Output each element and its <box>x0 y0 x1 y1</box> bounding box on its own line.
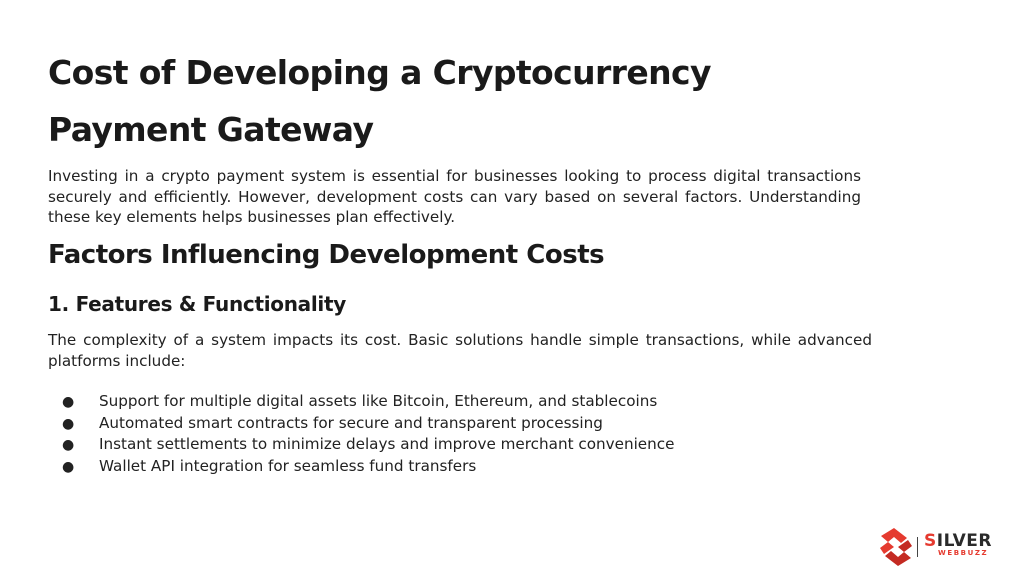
bullet-icon: ● <box>62 437 75 453</box>
bullet-icon: ● <box>62 394 75 410</box>
list-item <box>62 456 674 478</box>
silver-webbuzz-logo <box>880 527 1008 567</box>
intro-paragraph: Investing in a crypto payment system is essential for businesses looking to process digital transactions securely and efficiently. However, development costs can vary based on several factors. Understanding these key elements helps businesses plan effectively. <box>48 167 861 226</box>
list-item-text: Wallet API integration for seamless fund transfers <box>99 456 477 475</box>
logo-mark-icon <box>880 527 912 567</box>
feature-list <box>62 391 674 477</box>
bullet-icon: ● <box>62 415 75 432</box>
section-heading: Factors Influencing Development Costs <box>48 240 605 270</box>
logo-wordmark: SILVER <box>924 531 992 551</box>
logo-subtext: WEBBUZZ <box>938 549 989 557</box>
list-item-text: Instant settlements to minimize delays and improve merchant convenience <box>99 435 675 453</box>
page-title: Cost of Developing a Cryptocurrency Payment Gateway <box>48 53 711 149</box>
logo-separator <box>917 537 918 557</box>
list-item-text: Support for multiple digital assets like Bitcoin, Ethereum, and stablecoins <box>99 392 658 410</box>
list-item <box>62 434 674 456</box>
list-item <box>62 413 674 435</box>
bullet-icon: ● <box>62 458 75 475</box>
list-item-text: Automated smart contracts for secure and transparent processing <box>99 413 603 432</box>
subsection-heading: 1. Features & Functionality <box>48 292 346 316</box>
list-item <box>62 391 674 413</box>
subsection-paragraph: The complexity of a system impacts its cost. Basic solutions handle simple transactions, while advanced platforms include: <box>48 331 872 370</box>
